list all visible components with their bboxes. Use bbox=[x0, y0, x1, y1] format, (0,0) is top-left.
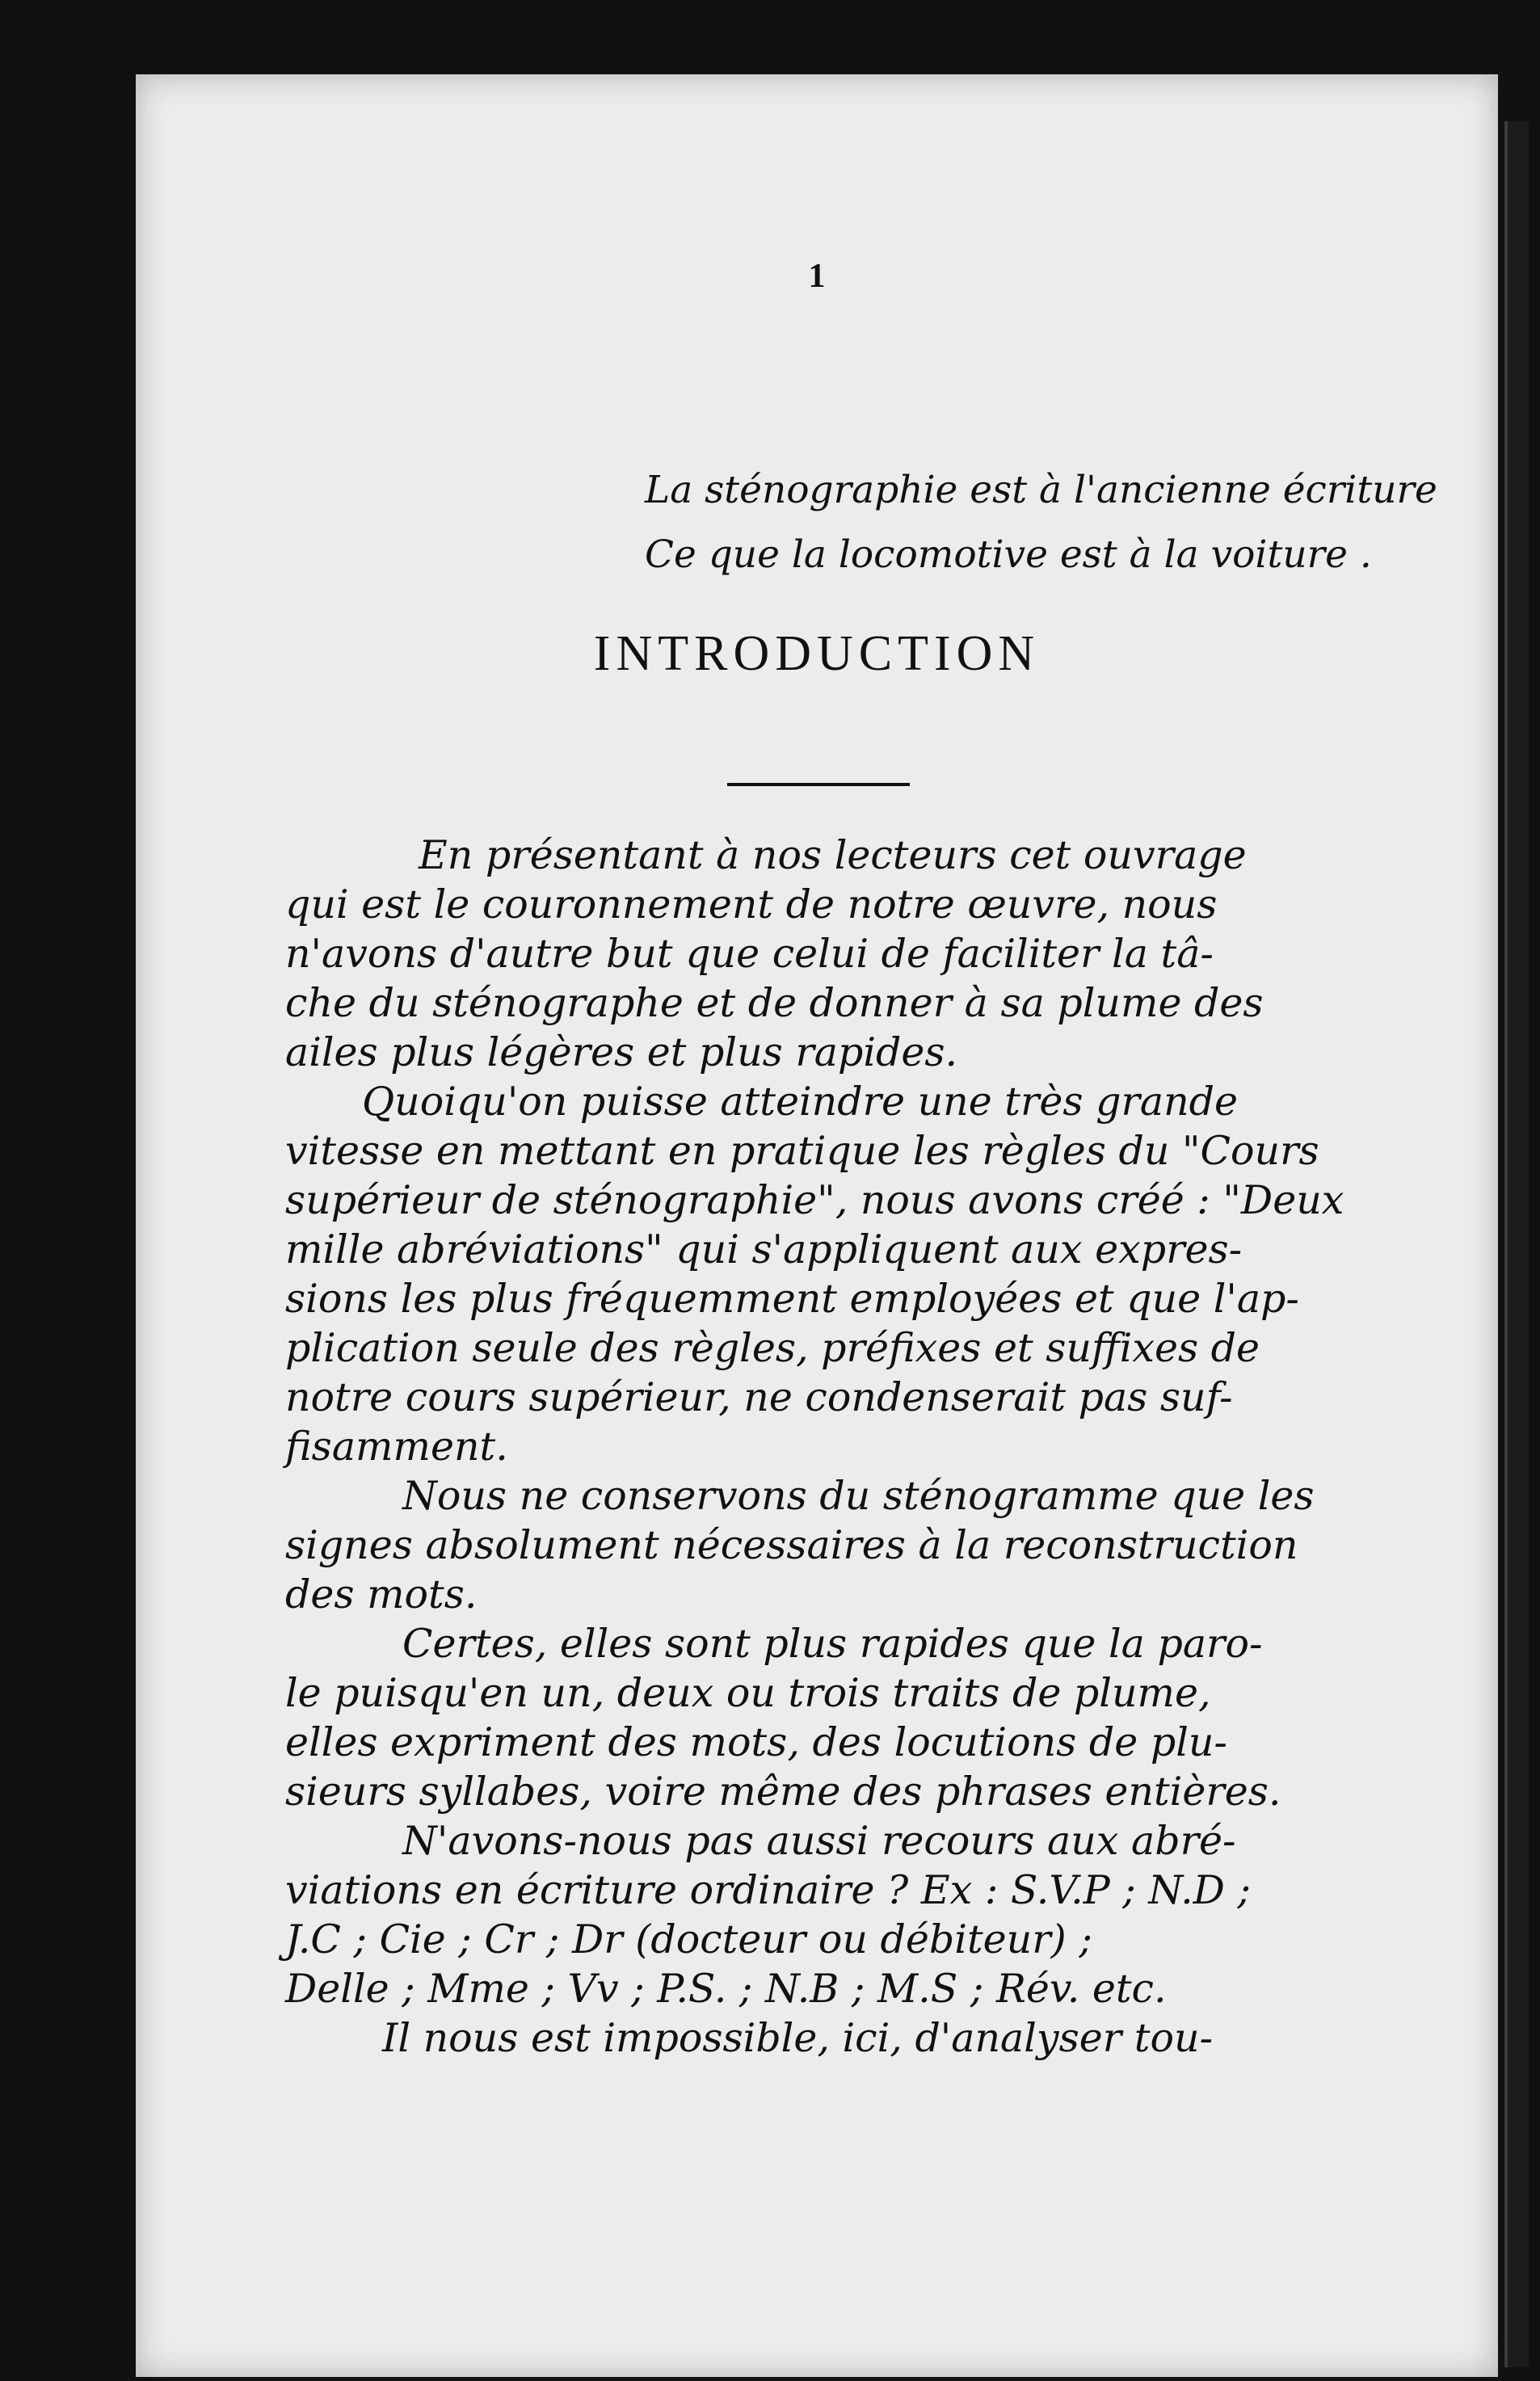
body-line: des mots. bbox=[285, 1571, 478, 1617]
document-page bbox=[136, 74, 1498, 2377]
body-line: che du sténographe et de donner à sa plume des bbox=[285, 980, 1264, 1026]
book-binding-edge bbox=[1504, 121, 1529, 2367]
body-line: qui est le couronnement de notre œuvre, nous bbox=[285, 881, 1218, 928]
body-line: fisamment. bbox=[285, 1424, 508, 1470]
body-line: sieurs syllabes, voire même des phrases entières. bbox=[285, 1769, 1281, 1815]
body-line: Quoiqu'on puisse atteindre une très grande bbox=[362, 1079, 1239, 1125]
body-line: En présentant à nos lecteurs cet ouvrage bbox=[419, 832, 1247, 878]
body-line: Delle ; Mme ; Vv ; P.S. ; N.B ; M.S ; Rév. etc. bbox=[285, 1966, 1167, 2012]
body-line: sions les plus fréquemment employées et que l'ap- bbox=[285, 1276, 1299, 1322]
body-line: Il nous est impossible, ici, d'analyser tou- bbox=[382, 2015, 1214, 2061]
body-line: plication seule des règles, préfixes et suffixes de bbox=[285, 1325, 1260, 1371]
body-line: N'avons-nous pas aussi recours aux abré- bbox=[402, 1818, 1236, 1864]
section-title: INTRODUCTION bbox=[593, 626, 1041, 681]
body-line: vitesse en mettant en pratique les règles du "Cours bbox=[285, 1128, 1319, 1174]
body-line: Nous ne conservons du sténogramme que les bbox=[402, 1473, 1315, 1519]
body-line: n'avons d'autre but que celui de faciliter la tâ- bbox=[285, 931, 1214, 977]
title-underline bbox=[727, 783, 910, 786]
body-line: Certes, elles sont plus rapides que la paro- bbox=[402, 1621, 1263, 1667]
epigraph bbox=[629, 458, 1477, 587]
body-text bbox=[136, 815, 1498, 2124]
epigraph-line-2: Ce que la locomotive est à la voiture . bbox=[645, 532, 1372, 577]
body-line: elles expriment des mots, des locutions de plu- bbox=[285, 1719, 1227, 1765]
body-line: ailes plus légères et plus rapides. bbox=[285, 1029, 958, 1075]
body-line: viations en écriture ordinaire ? Ex : S.V.P ; N.D ; bbox=[285, 1867, 1252, 1913]
page-number: 1 bbox=[808, 258, 826, 295]
epigraph-line-1: La sténographie est à l'ancienne écriture bbox=[645, 468, 1437, 512]
body-line: notre cours supérieur, ne condenserait pas suf- bbox=[285, 1374, 1233, 1420]
body-line: J.C ; Cie ; Cr ; Dr (docteur ou débiteur) ; bbox=[285, 1916, 1092, 1962]
body-line: le puisqu'en un, deux ou trois traits de plume, bbox=[285, 1670, 1211, 1716]
body-line: mille abréviations" qui s'appliquent aux expres- bbox=[285, 1226, 1243, 1273]
body-line: signes absolument nécessaires à la reconstruction bbox=[285, 1522, 1298, 1568]
body-line: supérieur de sténographie", nous avons créé : "Deux bbox=[285, 1177, 1344, 1223]
